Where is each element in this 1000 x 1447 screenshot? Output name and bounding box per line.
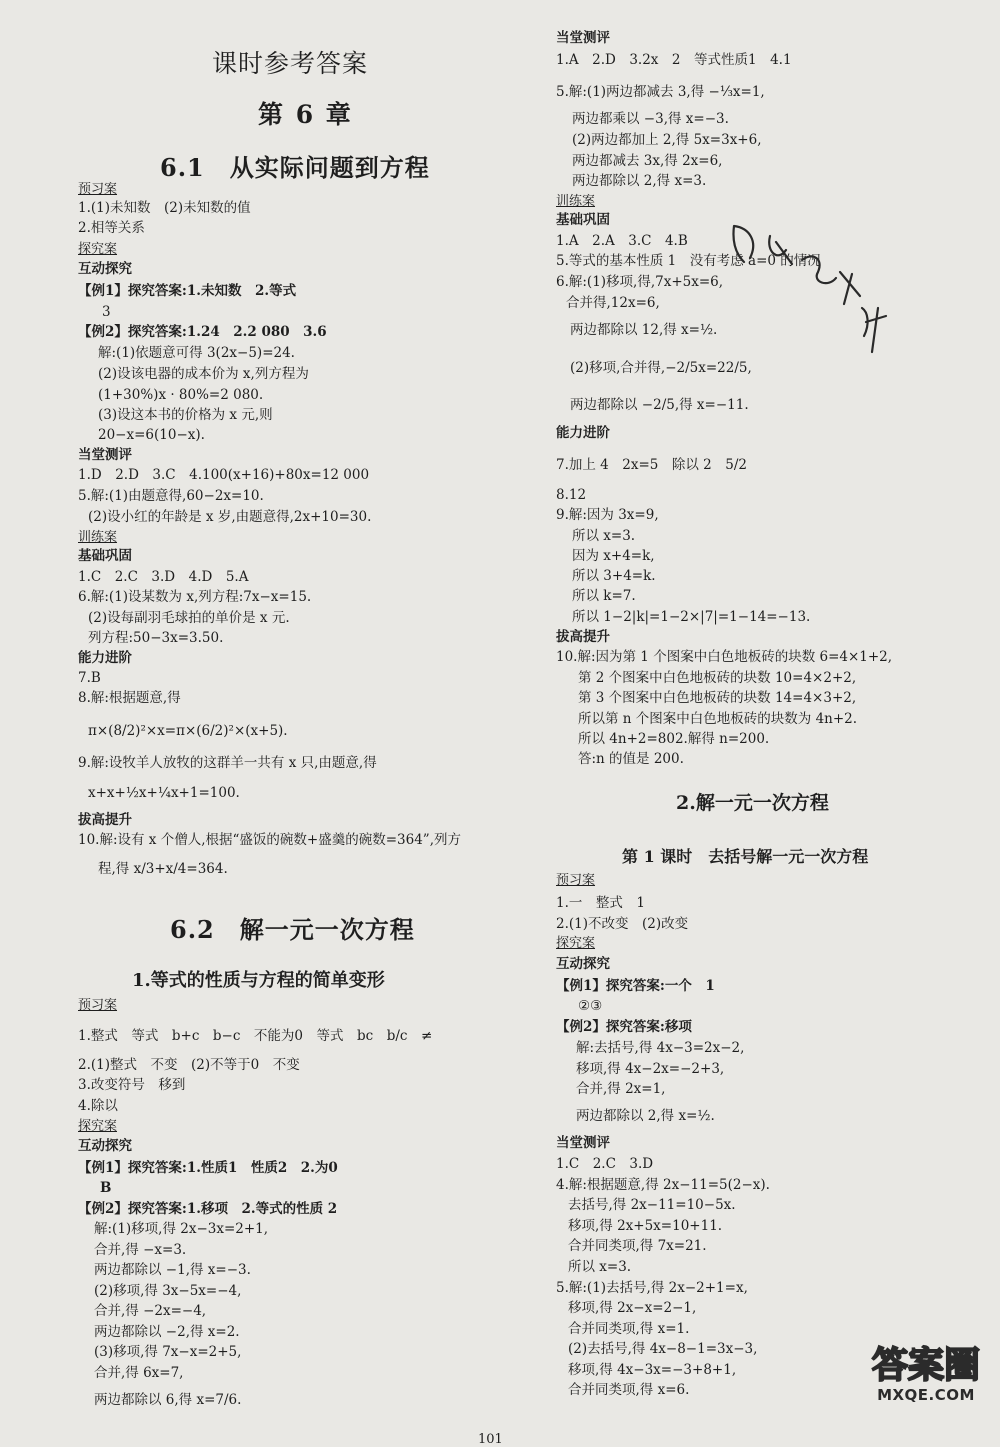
answer-line: 【例2】探究答案:1.移项 2.等式的性质 2: [78, 1201, 338, 1217]
answer-line: 移项,得 4x−3x=−3+8+1,: [568, 1362, 737, 1378]
answer-line: 1.C 2.C 3.D: [556, 1156, 654, 1172]
answer-line: 3: [102, 304, 111, 320]
answer-line: 两边都除以 −2/5,得 x=−11.: [570, 397, 749, 413]
watermark-text: 答案圈: [871, 1345, 980, 1386]
page-title: 课时参考答案: [212, 49, 369, 78]
section-heading-6-2: 6.2 解一元一次方程: [170, 915, 415, 944]
subsection-heading-2: 2.解一元一次方程: [676, 792, 829, 814]
section-tag: 探究案: [78, 1119, 118, 1134]
answer-line: 1.一 整式 1: [556, 895, 645, 911]
answer-line: 10.解:设有 x 个僧人,根据“盛饭的碗数+盛羹的碗数=364”,列方: [78, 832, 461, 848]
answer-line: 5.解:(1)由题意得,60−2x=10.: [78, 488, 264, 504]
answer-line: 两边都除以 2,得 x=½.: [576, 1108, 715, 1124]
answer-line: 合并,得 −2x=−4,: [94, 1303, 207, 1319]
page-number: 101: [478, 1432, 503, 1447]
answer-line: 合并,得 −x=3.: [94, 1242, 187, 1258]
answer-line: (3)设这本书的价格为 x 元,则: [98, 407, 273, 423]
answer-line: 答:n 的值是 200.: [578, 751, 684, 767]
answer-line: (2)设每副羽毛球拍的单价是 x 元.: [88, 610, 290, 626]
section-tag: 预习案: [78, 182, 118, 197]
answer-line: 所以 1−2|k|=1−2×|7|=1−14=−13.: [572, 609, 811, 625]
answer-line: 两边都除以 6,得 x=7/6.: [94, 1392, 242, 1408]
answer-line: 4.解:根据题意,得 2x−11=5(2−x).: [556, 1177, 770, 1193]
subsection-heading-1: 1.等式的性质与方程的简单变形: [132, 970, 385, 991]
answer-line: (1+30%)x · 80%=2 080.: [98, 387, 264, 403]
answer-line: 所以 4n+2=802.解得 n=200.: [578, 731, 770, 747]
answer-line: 2.(1)不改变 (2)改变: [556, 916, 689, 932]
answer-line: 7.B: [78, 670, 101, 686]
section-tag: 训练案: [556, 194, 596, 209]
answer-line: 6.解:(1)移项,得,7x+5x=6,: [556, 274, 724, 290]
answer-line: 所以第 n 个图案中白色地板砖的块数为 4n+2.: [578, 711, 858, 727]
answer-line: 所以 x=3.: [572, 528, 636, 544]
handwritten-scribble: [720, 212, 910, 362]
answer-line: 4.除以: [78, 1098, 118, 1114]
answer-line: 3.改变符号 移到: [78, 1077, 186, 1093]
answer-line: 两边都除以 2,得 x=3.: [572, 173, 707, 189]
answer-line: 当堂测评: [78, 447, 132, 463]
answer-line: 【例1】探究答案:1.未知数 2.等式: [78, 283, 297, 299]
section-tag: 预习案: [556, 873, 596, 888]
answer-line: 5.解:(1)两边都减去 3,得 −⅓x=1,: [556, 84, 765, 100]
answer-line: 移项,得 2x−x=2−1,: [568, 1300, 697, 1316]
answer-line: 7.加上 4 2x=5 除以 2 5/2: [556, 457, 747, 473]
answer-line: 【例2】探究答案:1.24 2.2 080 3.6: [78, 324, 327, 340]
answer-line: 去括号,得 2x−11=10−5x.: [568, 1197, 736, 1213]
answer-line: 列方程:50−3x=3.50.: [88, 630, 224, 646]
answer-line: 5.等式的基本性质 1 没有考虑 a=0 的情况: [556, 253, 821, 269]
answer-line: 解:(1)依题意可得 3(2x−5)=24.: [98, 345, 295, 361]
section-heading-6-1: 6.1 从实际问题到方程: [160, 153, 430, 182]
answer-line: 两边都减去 3x,得 2x=6,: [572, 153, 723, 169]
answer-line: (3)移项,得 7x−x=2+5,: [94, 1344, 242, 1360]
answer-line: 【例1】探究答案:一个 1: [556, 978, 715, 994]
answer-line: 合并同类项,得 x=6.: [568, 1382, 690, 1398]
answer-line: 合并,得 6x=7,: [94, 1365, 184, 1381]
answer-line: π×(8/2)²×x=π×(6/2)²×(x+5).: [88, 723, 288, 739]
answer-line: 拔高提升: [78, 812, 132, 828]
answer-line: 1.C 2.C 3.D 4.D 5.A: [78, 569, 249, 585]
answer-line: 1.A 2.D 3.2x 2 等式性质1 4.1: [556, 52, 792, 68]
answer-line: 所以 k=7.: [572, 588, 636, 604]
answer-line: 合并同类项,得 7x=21.: [568, 1238, 707, 1254]
answer-line: 9.解:因为 3x=9,: [556, 507, 659, 523]
answer-line: 合并,得 2x=1,: [576, 1081, 666, 1097]
answer-line: 移项,得 2x+5x=10+11.: [568, 1218, 723, 1234]
answer-line: 合并得,12x=6,: [566, 295, 660, 311]
answer-line: 当堂测评: [556, 30, 610, 46]
answer-line: 1.整式 等式 b+c b−c 不能为0 等式 bc b/c ≠: [78, 1028, 433, 1044]
section-tag: 训练案: [78, 530, 118, 545]
answer-line: (2)去括号,得 4x−8−1=3x−3,: [568, 1341, 758, 1357]
answer-line: 两边都除以 −1,得 x=−3.: [94, 1262, 251, 1278]
answer-line: 【例2】探究答案:移项: [556, 1019, 692, 1035]
answer-line: (2)设该电器的成本价为 x,列方程为: [98, 366, 309, 382]
lesson-heading: 第 1 课时 去括号解一元一次方程: [622, 847, 869, 866]
answer-line: 9.解:设牧羊人放牧的这群羊一共有 x 只,由题意,得: [78, 755, 377, 771]
section-tag: 预习案: [78, 998, 118, 1013]
answer-line: (2)移项,得 3x−5x=−4,: [94, 1283, 242, 1299]
left-column: [78, 0, 518, 1444]
answer-line: 20−x=6(10−x).: [98, 427, 205, 443]
answer-line: x+x+½x+¼x+1=100.: [88, 785, 240, 801]
section-tag: 探究案: [78, 242, 118, 257]
answer-line: B: [100, 1180, 112, 1196]
chapter-heading: 第 6 章: [258, 100, 353, 129]
answer-line: 互动探究: [78, 1138, 132, 1154]
answer-line: 解:去括号,得 4x−3=2x−2,: [576, 1040, 745, 1056]
answer-line: 6.解:(1)设某数为 x,列方程:7x−x=15.: [78, 589, 312, 605]
answer-line: 两边都除以 12,得 x=½.: [570, 322, 718, 338]
answer-line: 能力进阶: [78, 650, 132, 666]
answer-line: 当堂测评: [556, 1135, 610, 1151]
answer-line: 能力进阶: [556, 425, 610, 441]
answer-line: 拔高提升: [556, 629, 610, 645]
answer-line: 两边都乘以 −3,得 x=−3.: [572, 111, 729, 127]
answer-line: 两边都除以 −2,得 x=2.: [94, 1324, 240, 1340]
answer-line: 2.(1)整式 不变 (2)不等于0 不变: [78, 1057, 300, 1073]
answer-line: 基础巩固: [78, 548, 132, 564]
answer-line: 互动探究: [78, 261, 132, 277]
answer-line: 1.(1)未知数 (2)未知数的值: [78, 200, 251, 216]
answer-line: 合并同类项,得 x=1.: [568, 1321, 690, 1337]
answer-line: 程,得 x/3+x/4=364.: [98, 861, 228, 877]
answer-line: 基础巩固: [556, 212, 610, 228]
answer-line: (2)移项,合并得,−2/5x=22/5,: [570, 360, 752, 376]
answer-line: 互动探究: [556, 956, 610, 972]
answer-line: 10.解:因为第 1 个图案中白色地板砖的块数 6=4×1+2,: [556, 649, 893, 665]
watermark-logo: [862, 1346, 990, 1404]
watermark-url: MXQE.COM: [877, 1386, 975, 1404]
answer-line: 因为 x+4=k,: [572, 548, 655, 564]
answer-line: 所以 x=3.: [568, 1259, 632, 1275]
answer-line: 【例1】探究答案:1.性质1 性质2 2.为0: [78, 1160, 338, 1176]
answer-line: (2)设小红的年龄是 x 岁,由题意得,2x+10=30.: [88, 509, 372, 525]
answer-line: 1.D 2.D 3.C 4.100(x+16)+80x=12 000: [78, 467, 370, 483]
answer-line: 所以 3+4=k.: [572, 568, 656, 584]
answer-line: 第 3 个图案中白色地板砖的块数 14=4×3+2,: [578, 690, 857, 706]
answer-line: 2.相等关系: [78, 220, 145, 236]
answer-line: 8.12: [556, 487, 587, 503]
answer-line: 5.解:(1)去括号,得 2x−2+1=x,: [556, 1280, 748, 1296]
answer-line: 移项,得 4x−2x=−2+3,: [576, 1061, 725, 1077]
answer-line: 第 2 个图案中白色地板砖的块数 10=4×2+2,: [578, 670, 857, 686]
section-tag: 探究案: [556, 936, 596, 951]
answer-line: 解:(1)移项,得 2x−3x=2+1,: [94, 1221, 269, 1237]
answer-line: (2)两边都加上 2,得 5x=3x+6,: [572, 132, 762, 148]
answer-line: 8.解:根据题意,得: [78, 690, 181, 706]
answer-line: ②③: [578, 998, 603, 1014]
answer-line: 1.A 2.A 3.C 4.B: [556, 233, 688, 249]
